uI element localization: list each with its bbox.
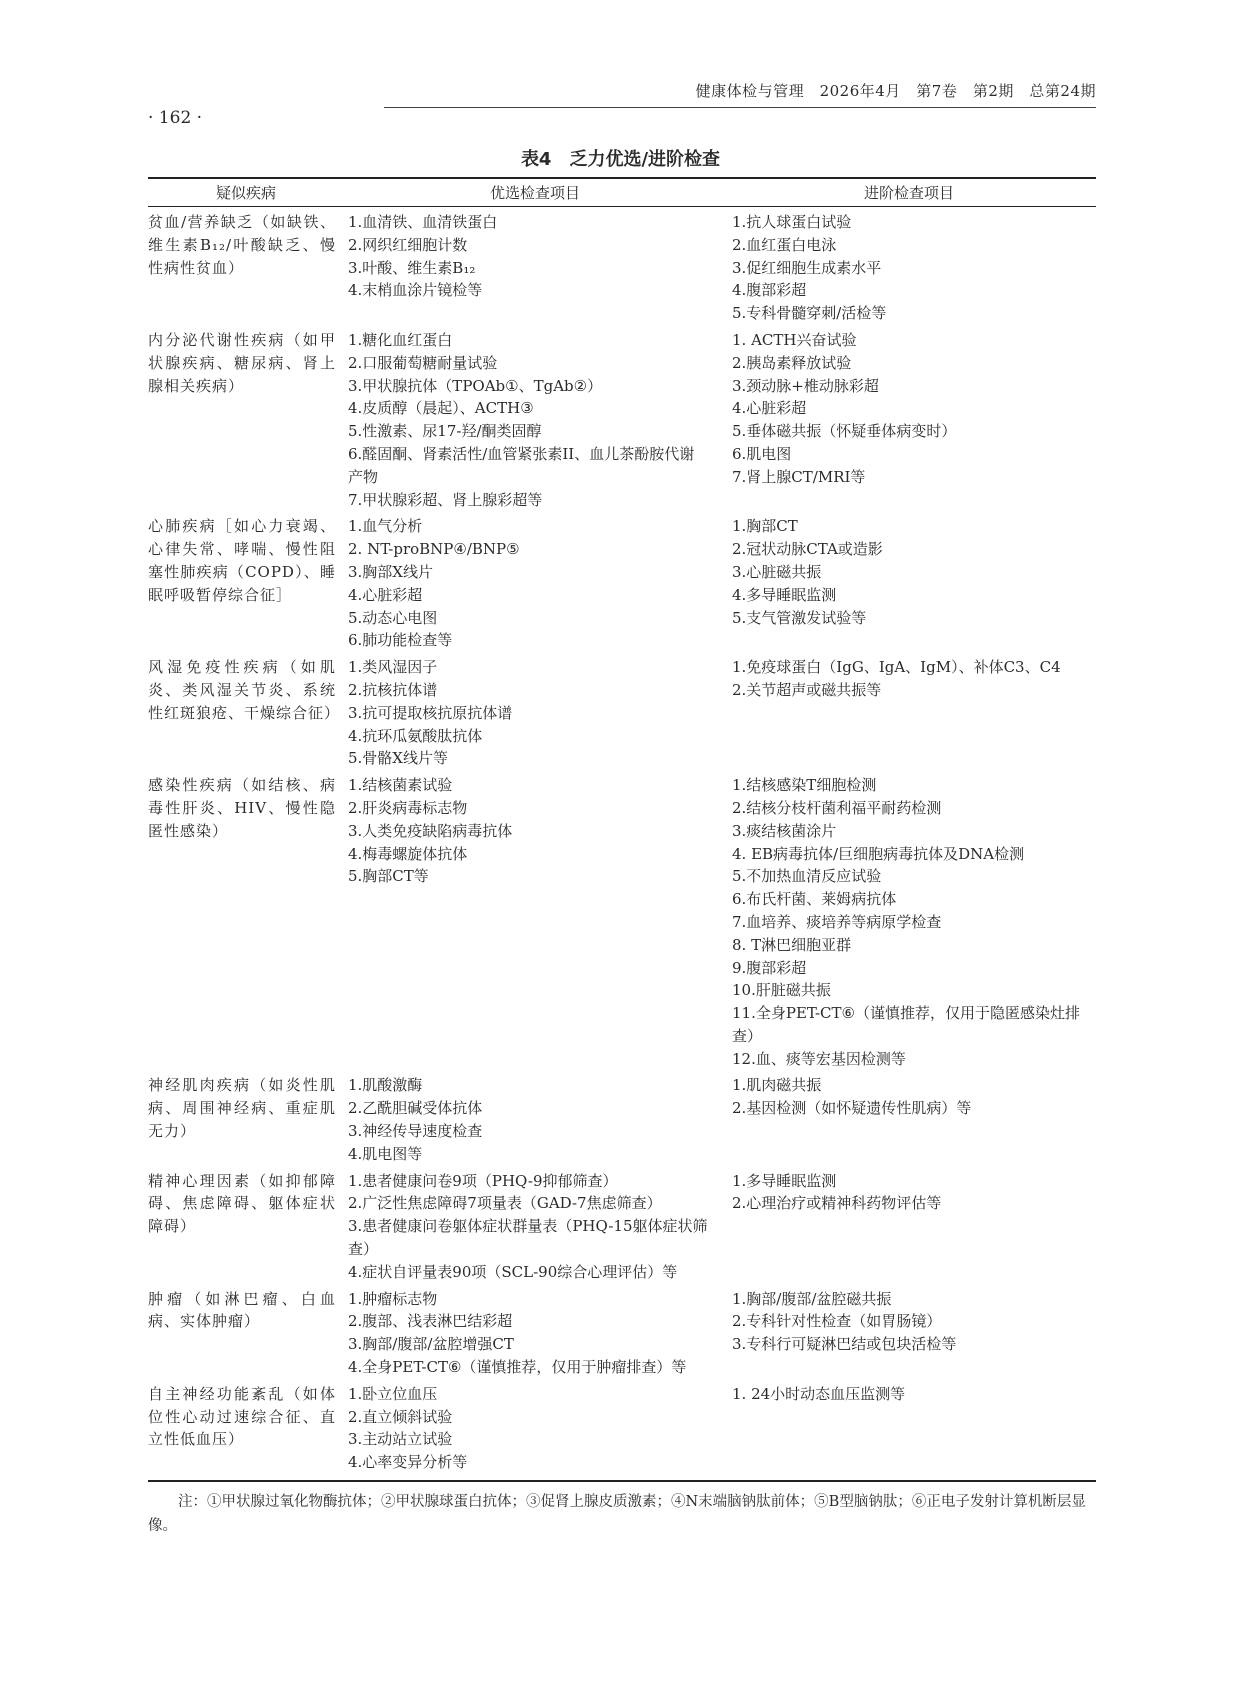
exam-item: 4.心率变异分析等 — [348, 1453, 468, 1472]
advanced-cell — [718, 329, 1092, 511]
table-row — [148, 515, 1096, 652]
exam-item: 4.症状自评量表90项（SCL-90综合心理评估）等 — [348, 1262, 678, 1281]
exam-item: 3.叶酸、维生素B₁₂ — [348, 258, 476, 277]
exam-item: 2.肝炎病毒标志物 — [348, 798, 468, 817]
exam-item: 3.专科行可疑淋巴结或包块活检等 — [732, 1335, 957, 1354]
exam-item: 3.人类免疫缺陷病毒抗体 — [348, 821, 513, 840]
exam-item: 1.血气分析 — [348, 517, 423, 536]
exam-item: 4.腹部彩超 — [732, 281, 807, 300]
exam-item: 7.甲状腺彩超、肾上腺彩超等 — [348, 490, 543, 509]
exam-item: 9.腹部彩超 — [732, 958, 807, 977]
exam-item: 3.神经传导速度检查 — [348, 1122, 483, 1141]
exam-item: 2.基因检测（如怀疑遗传性肌病）等 — [732, 1099, 972, 1118]
exam-item: 3.主动站立试验 — [348, 1430, 453, 1449]
exam-item: 4.皮质醇（晨起）、ACTH③ — [348, 399, 534, 418]
exam-item: 6.布氏杆菌、莱姆病抗体 — [732, 890, 897, 909]
exam-item: 5.支气管激发试验等 — [732, 608, 867, 627]
exam-item: 1.多导睡眠监测 — [732, 1171, 837, 1190]
disease-cell: 神经肌肉疾病（如炎性肌病、周围神经病、重症肌无力） — [148, 1076, 336, 1141]
exam-item: 3.胸部X线片 — [348, 562, 433, 581]
exam-item: 2.血红蛋白电泳 — [732, 235, 837, 254]
table-row — [148, 656, 1096, 770]
exam-item: 1.胸部/腹部/盆腔磁共振 — [732, 1289, 892, 1308]
disease-cell: 精神心理因素（如抑郁障碍、焦虑障碍、躯体症状障碍） — [148, 1171, 336, 1236]
exam-item: 6.肌电图 — [732, 444, 792, 463]
exam-item: 12.血、痰等宏基因检测等 — [732, 1049, 906, 1068]
running-header: 健康体检与管理 2026年4月 第7卷 第2期 总第24期 — [384, 80, 1096, 108]
advanced-cell — [718, 774, 1092, 1070]
preferred-cell — [344, 515, 718, 652]
preferred-cell — [344, 1288, 718, 1379]
table-row — [148, 211, 1096, 325]
exam-item: 1.血清铁、血清铁蛋白 — [348, 213, 498, 231]
exam-item: 2.网织红细胞计数 — [348, 235, 468, 254]
exam-item: 2.冠状动脉CTA或造影 — [732, 540, 883, 559]
exam-item: 2.专科针对性检查（如胃肠镜） — [732, 1312, 942, 1331]
advanced-cell — [718, 1074, 1092, 1165]
exam-item: 3.患者健康问卷躯体症状群量表（PHQ-15躯体症状筛查） — [348, 1217, 708, 1259]
exam-item: 1.肌肉磁共振 — [732, 1076, 822, 1095]
disease-cell: 心肺疾病［如心力衰竭、心律失常、哮喘、慢性阻塞性肺疾病（COPD）、睡眠呼吸暂停综合征］ — [148, 517, 336, 604]
table-body — [148, 207, 1096, 1482]
exam-item: 3.心脏磁共振 — [732, 562, 822, 581]
exam-item: 3.促红细胞生成素水平 — [732, 258, 882, 277]
table-title: 表4 乏力优选/进阶检查 — [520, 149, 721, 170]
table-row — [148, 1288, 1096, 1379]
exam-item: 2. NT-proBNP④/BNP⑤ — [348, 540, 520, 559]
exam-item: 1. 24小时动态血压监测等 — [732, 1384, 906, 1403]
exam-item: 2.乙酰胆碱受体抗体 — [348, 1099, 483, 1118]
exam-item: 1.肌酸激酶 — [348, 1076, 423, 1095]
exam-item: 1.肿瘤标志物 — [348, 1289, 438, 1308]
exam-item: 3.颈动脉+椎动脉彩超 — [732, 376, 879, 395]
exam-item: 1. ACTH兴奋试验 — [732, 330, 857, 349]
exam-item: 11.全身PET-CT⑥（谨慎推荐，仅用于隐匿感染灶排查） — [732, 1004, 1080, 1045]
exam-item: 4.心脏彩超 — [732, 399, 807, 418]
exam-item: 5.动态心电图 — [348, 608, 438, 627]
preferred-cell — [344, 1170, 718, 1284]
preferred-cell — [344, 774, 718, 1070]
exam-item: 1.结核菌素试验 — [348, 776, 453, 795]
exam-item: 1.患者健康问卷9项（PHQ-9抑郁筛查） — [348, 1171, 618, 1190]
exam-item: 10.肝脏磁共振 — [732, 981, 831, 1000]
table-header-row — [148, 177, 1096, 207]
disease-cell: 自主神经功能紊乱（如体位性心动过速综合征、直立性低血压） — [148, 1384, 336, 1449]
disease-cell: 肿瘤（如淋巴瘤、白血病、实体肿瘤） — [148, 1289, 336, 1331]
exam-item: 3.抗可提取核抗原抗体谱 — [348, 703, 513, 722]
exam-item: 4.抗环瓜氨酸肽抗体 — [348, 726, 483, 745]
exam-item: 2.胰岛素释放试验 — [732, 353, 852, 372]
advanced-cell — [718, 211, 1092, 325]
exam-item: 1.糖化血红蛋白 — [348, 330, 453, 349]
exam-item: 2.抗核抗体谱 — [348, 680, 438, 699]
exam-item: 2.心理治疗或精神科药物评估等 — [732, 1194, 942, 1213]
exam-item: 5.性激素、尿17-羟/酮类固醇 — [348, 422, 542, 441]
exam-item: 5.骨骼X线片等 — [348, 749, 448, 768]
preferred-cell — [344, 1383, 718, 1474]
exam-item: 4.肌电图等 — [348, 1144, 423, 1163]
column-header-disease: 疑似疾病 — [215, 184, 276, 202]
exam-item: 1.免疫球蛋白（IgG、IgA、IgM）、补体C3、C4 — [732, 658, 1061, 677]
disease-cell: 内分泌代谢性疾病（如甲状腺疾病、糖尿病、肾上腺相关疾病） — [148, 330, 336, 395]
page-number: · 162 · — [148, 108, 203, 128]
exam-item: 2.直立倾斜试验 — [348, 1407, 453, 1426]
exam-item: 8. T淋巴细胞亚群 — [732, 935, 852, 954]
disease-cell: 贫血/营养缺乏（如缺铁、维生素B₁₂/叶酸缺乏、慢性病性贫血） — [148, 213, 336, 277]
exam-item: 4.梅毒螺旋体抗体 — [348, 844, 468, 863]
table-row — [148, 1383, 1096, 1474]
column-header-advanced: 进阶检查项目 — [863, 184, 954, 202]
exam-item: 5.垂体磁共振（怀疑垂体病变时） — [732, 422, 957, 441]
exam-item: 2.口服葡萄糖耐量试验 — [348, 353, 498, 372]
exam-item: 4.多导睡眠监测 — [732, 585, 837, 604]
exam-item: 1.结核感染T细胞检测 — [732, 776, 877, 795]
advanced-cell — [718, 1383, 1092, 1474]
exam-item: 3.痰结核菌涂片 — [732, 821, 837, 840]
exam-item: 2.结核分枝杆菌利福平耐药检测 — [732, 798, 942, 817]
exam-item: 7.肾上腺CT/MRI等 — [732, 467, 866, 486]
exam-item: 1.胸部CT — [732, 517, 798, 536]
preferred-cell — [344, 211, 718, 325]
exam-item: 7.血培养、痰培养等病原学检查 — [732, 912, 942, 931]
preferred-cell — [344, 656, 718, 770]
exam-item: 2.腹部、浅表淋巴结彩超 — [348, 1312, 513, 1331]
exam-item: 5.胸部CT等 — [348, 867, 429, 886]
preferred-cell — [344, 1074, 718, 1165]
preferred-cell — [344, 329, 718, 511]
exam-item: 5.不加热血清反应试验 — [732, 867, 882, 886]
exam-item: 1.卧立位血压 — [348, 1384, 438, 1403]
exam-item: 1.抗人球蛋白试验 — [732, 213, 852, 231]
exam-item: 4.全身PET-CT⑥（谨慎推荐，仅用于肿瘤排查）等 — [348, 1358, 687, 1377]
exam-item: 6.醛固酮、肾素活性/血管紧张素II、血儿茶酚胺代谢产物 — [348, 444, 695, 486]
advanced-cell — [718, 515, 1092, 652]
advanced-cell — [718, 656, 1092, 770]
exam-item: 4. EB病毒抗体/巨细胞病毒抗体及DNA检测 — [732, 844, 1025, 863]
exam-item: 6.肺功能检查等 — [348, 631, 453, 650]
disease-cell: 风湿免疫性疾病（如肌炎、类风湿关节炎、系统性红斑狼疮、干燥综合征） — [148, 658, 341, 722]
exam-item: 1.类风湿因子 — [348, 658, 438, 677]
table-row — [148, 774, 1096, 1070]
exam-item: 4.末梢血涂片镜检等 — [348, 281, 483, 300]
column-header-preferred: 优选检查项目 — [489, 184, 580, 202]
exam-item: 2.广泛性焦虑障碍7项量表（GAD-7焦虑筛查） — [348, 1194, 662, 1213]
exam-table — [148, 177, 1096, 1482]
advanced-cell — [718, 1170, 1092, 1284]
exam-item: 3.甲状腺抗体（TPOAb①、TgAb②） — [348, 376, 603, 395]
disease-cell: 感染性疾病（如结核、病毒性肝炎、HIV、慢性隐匿性感染） — [148, 776, 336, 840]
table-row — [148, 1170, 1096, 1284]
exam-item: 5.专科骨髓穿刺/活检等 — [732, 304, 887, 323]
exam-item: 3.胸部/腹部/盆腔增强CT — [348, 1335, 514, 1354]
table-row — [148, 1074, 1096, 1165]
exam-item: 4.心脏彩超 — [348, 585, 423, 604]
exam-item: 2.关节超声或磁共振等 — [732, 680, 882, 699]
advanced-cell — [718, 1288, 1092, 1379]
table-footnote: 注：①甲状腺过氧化物酶抗体；②甲状腺球蛋白抗体；③促肾上腺皮质激素；④N末端脑钠肽前体；⑤B型脑钠肽；⑥正电子发射计算机断层显像。 — [148, 1494, 1086, 1534]
table-row — [148, 329, 1096, 511]
